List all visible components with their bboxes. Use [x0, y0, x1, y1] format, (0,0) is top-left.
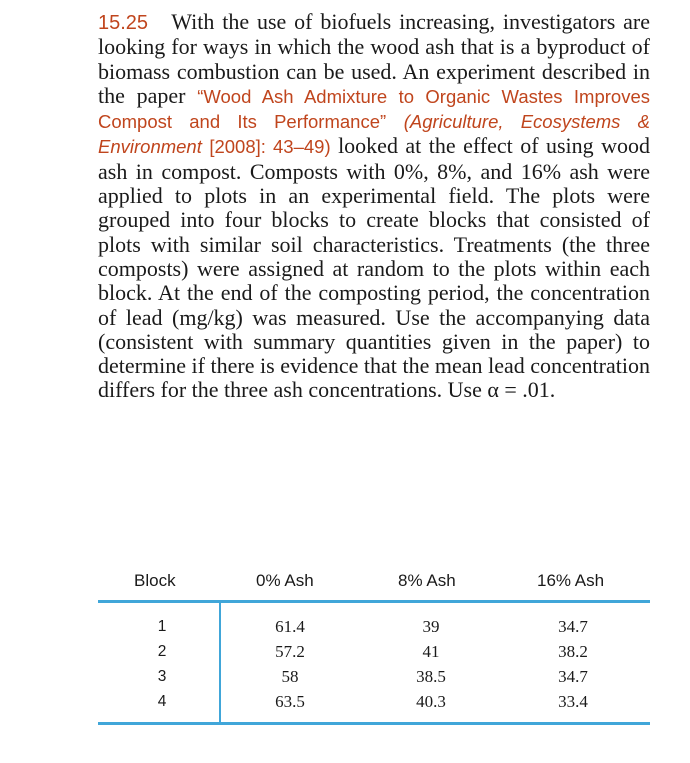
table-cell-block: 2 [157, 643, 167, 660]
table-cell-0-ash: 63.5 [275, 692, 305, 711]
lead-concentration-table [98, 568, 650, 728]
table-vertical-rule [219, 600, 221, 725]
problem-number: 15.25 [98, 12, 149, 34]
table-cell-16-ash: 34.7 [558, 667, 588, 686]
header-block: Block [134, 571, 176, 590]
table-cell-16-ash: 33.4 [558, 692, 588, 711]
header-16-ash: 16% Ash [537, 571, 605, 590]
journal-name: (Agriculture, Ecosystems & Environment [98, 111, 650, 158]
table-cell-8-ash: 38.5 [416, 667, 446, 686]
journal-issue: [2008]: 43–49) [209, 136, 331, 158]
table-cell-0-ash: 61.4 [275, 617, 305, 636]
problem-intro: With the use of biofuels increasing, investigators are looking for ways in which the wood ash that is a byproduct of biomass combustion can be used. An experiment described in the paper [98, 9, 650, 108]
table-bottom-rule [98, 722, 650, 725]
table-cell-block: 4 [157, 693, 167, 710]
table-cell-0-ash: 58 [281, 667, 299, 686]
paper-title: “Wood Ash Admixture to Organic Wastes Improves Compost and Its Performance” [98, 85, 650, 133]
problem-paragraph [98, 10, 650, 403]
table-top-rule [98, 600, 650, 603]
table-cell-block: 3 [157, 668, 167, 685]
header-0-ash: 0% Ash [256, 571, 314, 590]
table-cell-8-ash: 41 [422, 642, 440, 661]
table-cell-0-ash: 57.2 [275, 642, 305, 661]
problem-body: looked at the effect of using wood ash in compost. Composts with 0%, 8%, and 16% ash were applied to plots in an experimental field. The plots were grouped into four blocks to create blocks that consisted of plots with similar soil characteristics. Treatments (the three composts) were assigned at random to the plots within each block. At the end of the composting period, the concentration of lead (mg/kg) was measured. Use the accompanying data (consistent with summary quantities given in the paper) to determine if there is evidence that the mean lead concentration differs for the three ash concentrations. Use α = .01. [98, 133, 650, 403]
table-cell-16-ash: 34.7 [558, 617, 588, 636]
header-8-ash: 8% Ash [398, 571, 456, 590]
table-cell-16-ash: 38.2 [558, 642, 588, 661]
table-cell-8-ash: 39 [422, 617, 440, 636]
table-cell-block: 1 [157, 618, 167, 635]
table-cell-8-ash: 40.3 [416, 692, 446, 711]
